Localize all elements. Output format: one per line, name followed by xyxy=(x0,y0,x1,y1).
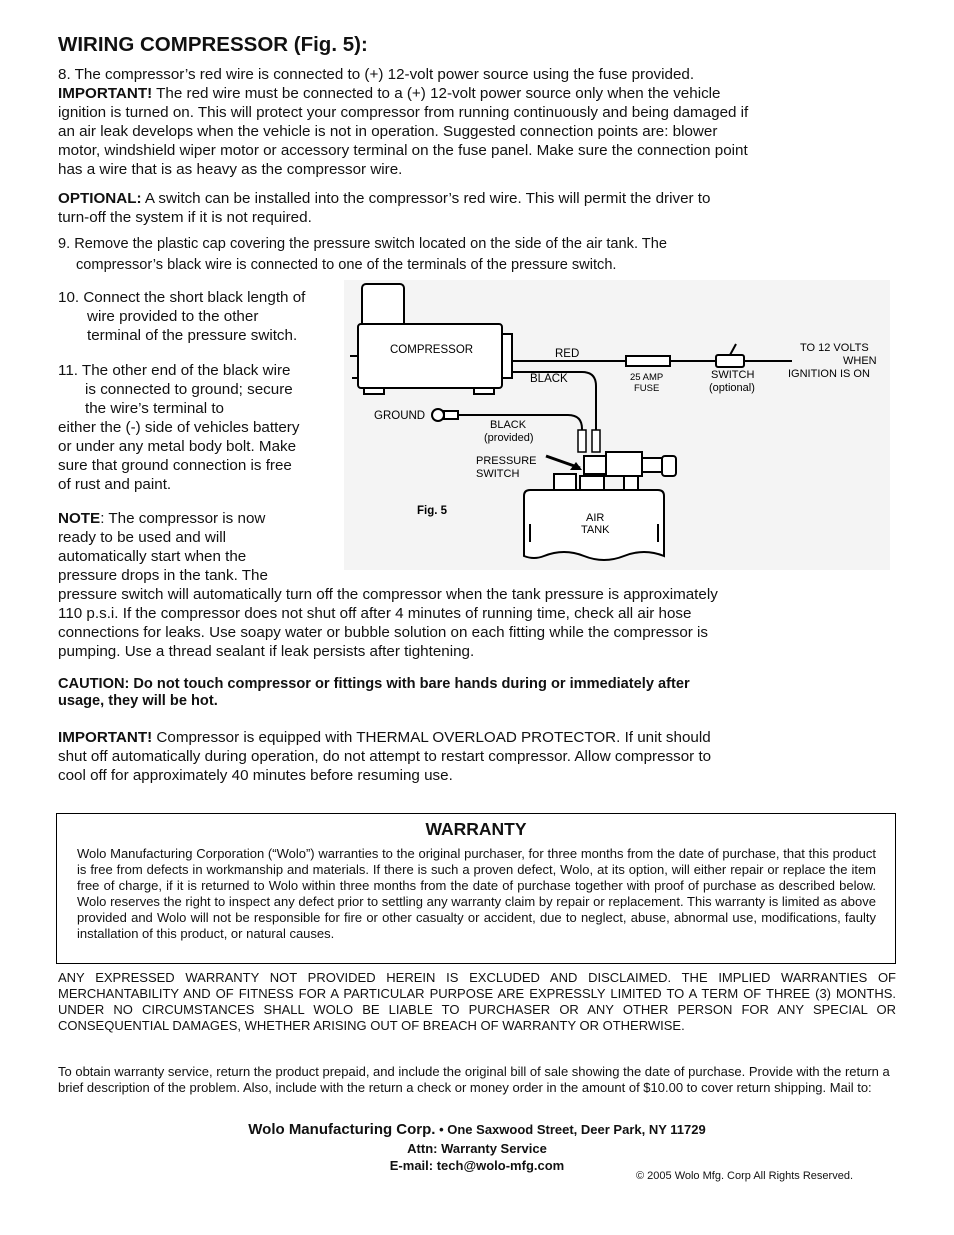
step-11-line: sure that ground connection is free xyxy=(58,457,292,474)
switch-label-2: (optional) xyxy=(709,382,755,394)
optional-line xyxy=(58,189,858,208)
caution-line: usage, they will be hot. xyxy=(58,693,218,709)
black-provided-label-1: BLACK xyxy=(490,419,527,431)
step-8 xyxy=(58,65,858,179)
company-name: Wolo Manufacturing Corp. xyxy=(248,1121,436,1138)
important-thermal-line xyxy=(58,728,858,747)
figure-caption: Fig. 5 xyxy=(417,505,448,517)
step-11-line: 11. The other end of the black wire xyxy=(58,362,291,379)
disclaimer-text: ANY EXPRESSED WARRANTY NOT PROVIDED HEREIN IS EXCLUDED AND DISCLAIMED. THE IMPLIED WARRANTIES OF MERCHANTABILITY AND OF FITNESS FOR A PARTICULAR PURPOSE ARE EXPRESSLY LIMITED TO A TERM OF THREE (3) MONTHS. UNDER NO CIRCUMSTANCES SHALL WOLO BE LIABLE TO PURCHASER OR ANY OTHER PERSON FOR ANY SPECIAL OR CONSEQUENTIAL DAMAGES, WHETHER ARISING OUT OF BREACH OF WARRANTY OR OTHERWISE. xyxy=(58,970,896,1033)
step-8-line: ignition is turned on. This will protect your compressor from running continuously and being damaged if xyxy=(58,104,749,121)
optional-line: turn-off the system if it is not required. xyxy=(58,209,312,226)
note-line: ready to be used and will xyxy=(58,529,227,546)
step-9-line: compressor’s black wire is connected to one of the terminals of the pressure switch. xyxy=(76,257,617,273)
fuse-label-1: 25 AMP xyxy=(630,372,664,383)
important-thermal-line: shut off automatically during operation, do not attempt to restart compressor. Allow compressor to xyxy=(58,748,712,765)
ground-label: GROUND xyxy=(374,410,426,422)
service-text: To obtain warranty service, return the product prepaid, and include the original bill of sale showing the date of purchase. Provide with the return a brief description of the problem. Also, include with the return a check or money order in the amount of $10.00 to cover return shipping. Mail to: xyxy=(58,1064,890,1095)
step-8-line: motor, windshield wiper motor or accessory terminal on the fuse panel. Make sure the connection point xyxy=(58,142,748,159)
important-thermal-text: Compressor is equipped with THERMAL OVERLOAD PROTECTOR. If unit should xyxy=(152,729,711,746)
step-8-line xyxy=(58,84,858,103)
to-12-volts-label-3: IGNITION IS ON xyxy=(788,368,870,380)
note-line: 110 p.s.i. If the compressor does not shut off after 4 minutes of running time, check all air hose xyxy=(58,605,692,622)
important-thermal-line: cool off for approximately 40 minutes before resuming use. xyxy=(58,767,453,784)
pressure-switch-label-1: PRESSURE xyxy=(476,455,537,467)
warranty-box xyxy=(56,813,896,964)
address-email[interactable]: E-mail: tech@wolo-mfg.com xyxy=(389,1158,565,1173)
pressure-switch-label-2: SWITCH xyxy=(476,468,520,480)
optional-label: OPTIONAL: xyxy=(58,190,142,207)
air-tank-label-1: AIR xyxy=(586,512,605,524)
address-company-line xyxy=(0,1121,954,1138)
warranty-title: WARRANTY xyxy=(425,819,527,839)
switch-label-1: SWITCH xyxy=(711,369,755,381)
note-label: NOTE xyxy=(58,510,101,527)
compressor-label: COMPRESSOR xyxy=(390,344,474,356)
step-8-line: an air leak develops when the vehicle is not in operation. Suggested connection points are: blower xyxy=(58,123,718,140)
warranty-body: Wolo Manufacturing Corporation (“Wolo”) warranties to the original purchaser, for three months from the date of purchase, that this product is free from defects in workmanship and materials. If there is such a proven defect, Wolo, at its option, will either repair or replace the item free of charge, if it is returned to Wolo within three months from the date of purchase together with proof of purchase as described below. Wolo reserves the right to inspect any defect prior to settling any warranty claim by repair or replacement. This warranty is limited as above provided and Wolo will not be responsible for fire or other casualty or accident, due to neglect, abuse, abnormal use, modifications, faulty installation of this product, or natural causes. xyxy=(77,846,876,941)
step-10 xyxy=(58,288,348,345)
section-heading: WIRING COMPRESSOR (Fig. 5): xyxy=(58,33,368,56)
note-text: : The compressor is now xyxy=(100,510,266,527)
copyright-text: © 2005 Wolo Mfg. Corp All Rights Reserved. xyxy=(636,1170,853,1182)
important-label: IMPORTANT! xyxy=(58,85,153,102)
address-attn: Attn: Warranty Service xyxy=(407,1141,547,1156)
step-8-text: The red wire must be connected to a (+) 12-volt power source only when the vehicle xyxy=(152,85,721,102)
step-11-line: or under any metal body bolt. Make xyxy=(58,438,297,455)
note-line: pressure drops in the tank. The xyxy=(58,567,268,584)
wiring-diagram-figure xyxy=(344,280,890,570)
company-street: • One Saxwood Street, Deer Park, NY 11729 xyxy=(435,1122,706,1137)
step-8-line: 8. The compressor’s red wire is connected to (+) 12-volt power source using the fuse provided. xyxy=(58,66,695,83)
step-11 xyxy=(58,361,348,494)
note-line: automatically start when the xyxy=(58,548,247,565)
step-10-line: terminal of the pressure switch. xyxy=(87,327,298,344)
to-12-volts-label-1: TO 12 VOLTS xyxy=(800,342,869,354)
step-9 xyxy=(58,234,858,276)
air-tank-label-2: TANK xyxy=(581,524,610,536)
caution-paragraph xyxy=(58,676,858,710)
ground-terminal-icon xyxy=(432,409,458,421)
step-10-line: 10. Connect the short black length of xyxy=(58,289,306,306)
note-line: pumping. Use a thread sealant if leak persists after tightening. xyxy=(58,643,475,660)
caution-line: CAUTION: Do not touch compressor or fittings with bare hands during or immediately after xyxy=(58,676,690,692)
optional-text: A switch can be installed into the compressor’s red wire. This will permit the driver to xyxy=(141,190,711,207)
black-provided-label-2: (provided) xyxy=(484,432,534,444)
red-wire-label: RED xyxy=(555,348,580,360)
step-11-line: the wire’s terminal to xyxy=(85,400,224,417)
step-8-line: has a wire that is as heavy as the compressor wire. xyxy=(58,161,403,178)
important-thermal-paragraph xyxy=(58,728,858,785)
step-10-line: wire provided to the other xyxy=(87,308,259,325)
fuse-label-2: FUSE xyxy=(634,383,660,394)
important-label: IMPORTANT! xyxy=(58,729,153,746)
optional-paragraph xyxy=(58,189,858,227)
black-wire-label: BLACK xyxy=(530,373,568,385)
step-9-line: 9. Remove the plastic cap covering the pressure switch located on the side of the air tank. The xyxy=(58,236,667,252)
step-11-line: either the (-) side of vehicles battery xyxy=(58,419,300,436)
note-line: pressure switch will automatically turn off the compressor when the tank pressure is approximately xyxy=(58,586,718,603)
to-12-volts-label-2: WHEN xyxy=(843,355,877,367)
note-line: connections for leaks. Use soapy water or bubble solution on each fitting while the compressor is xyxy=(58,624,709,641)
step-11-line: is connected to ground; secure xyxy=(85,381,293,398)
step-11-line: of rust and paint. xyxy=(58,476,172,493)
